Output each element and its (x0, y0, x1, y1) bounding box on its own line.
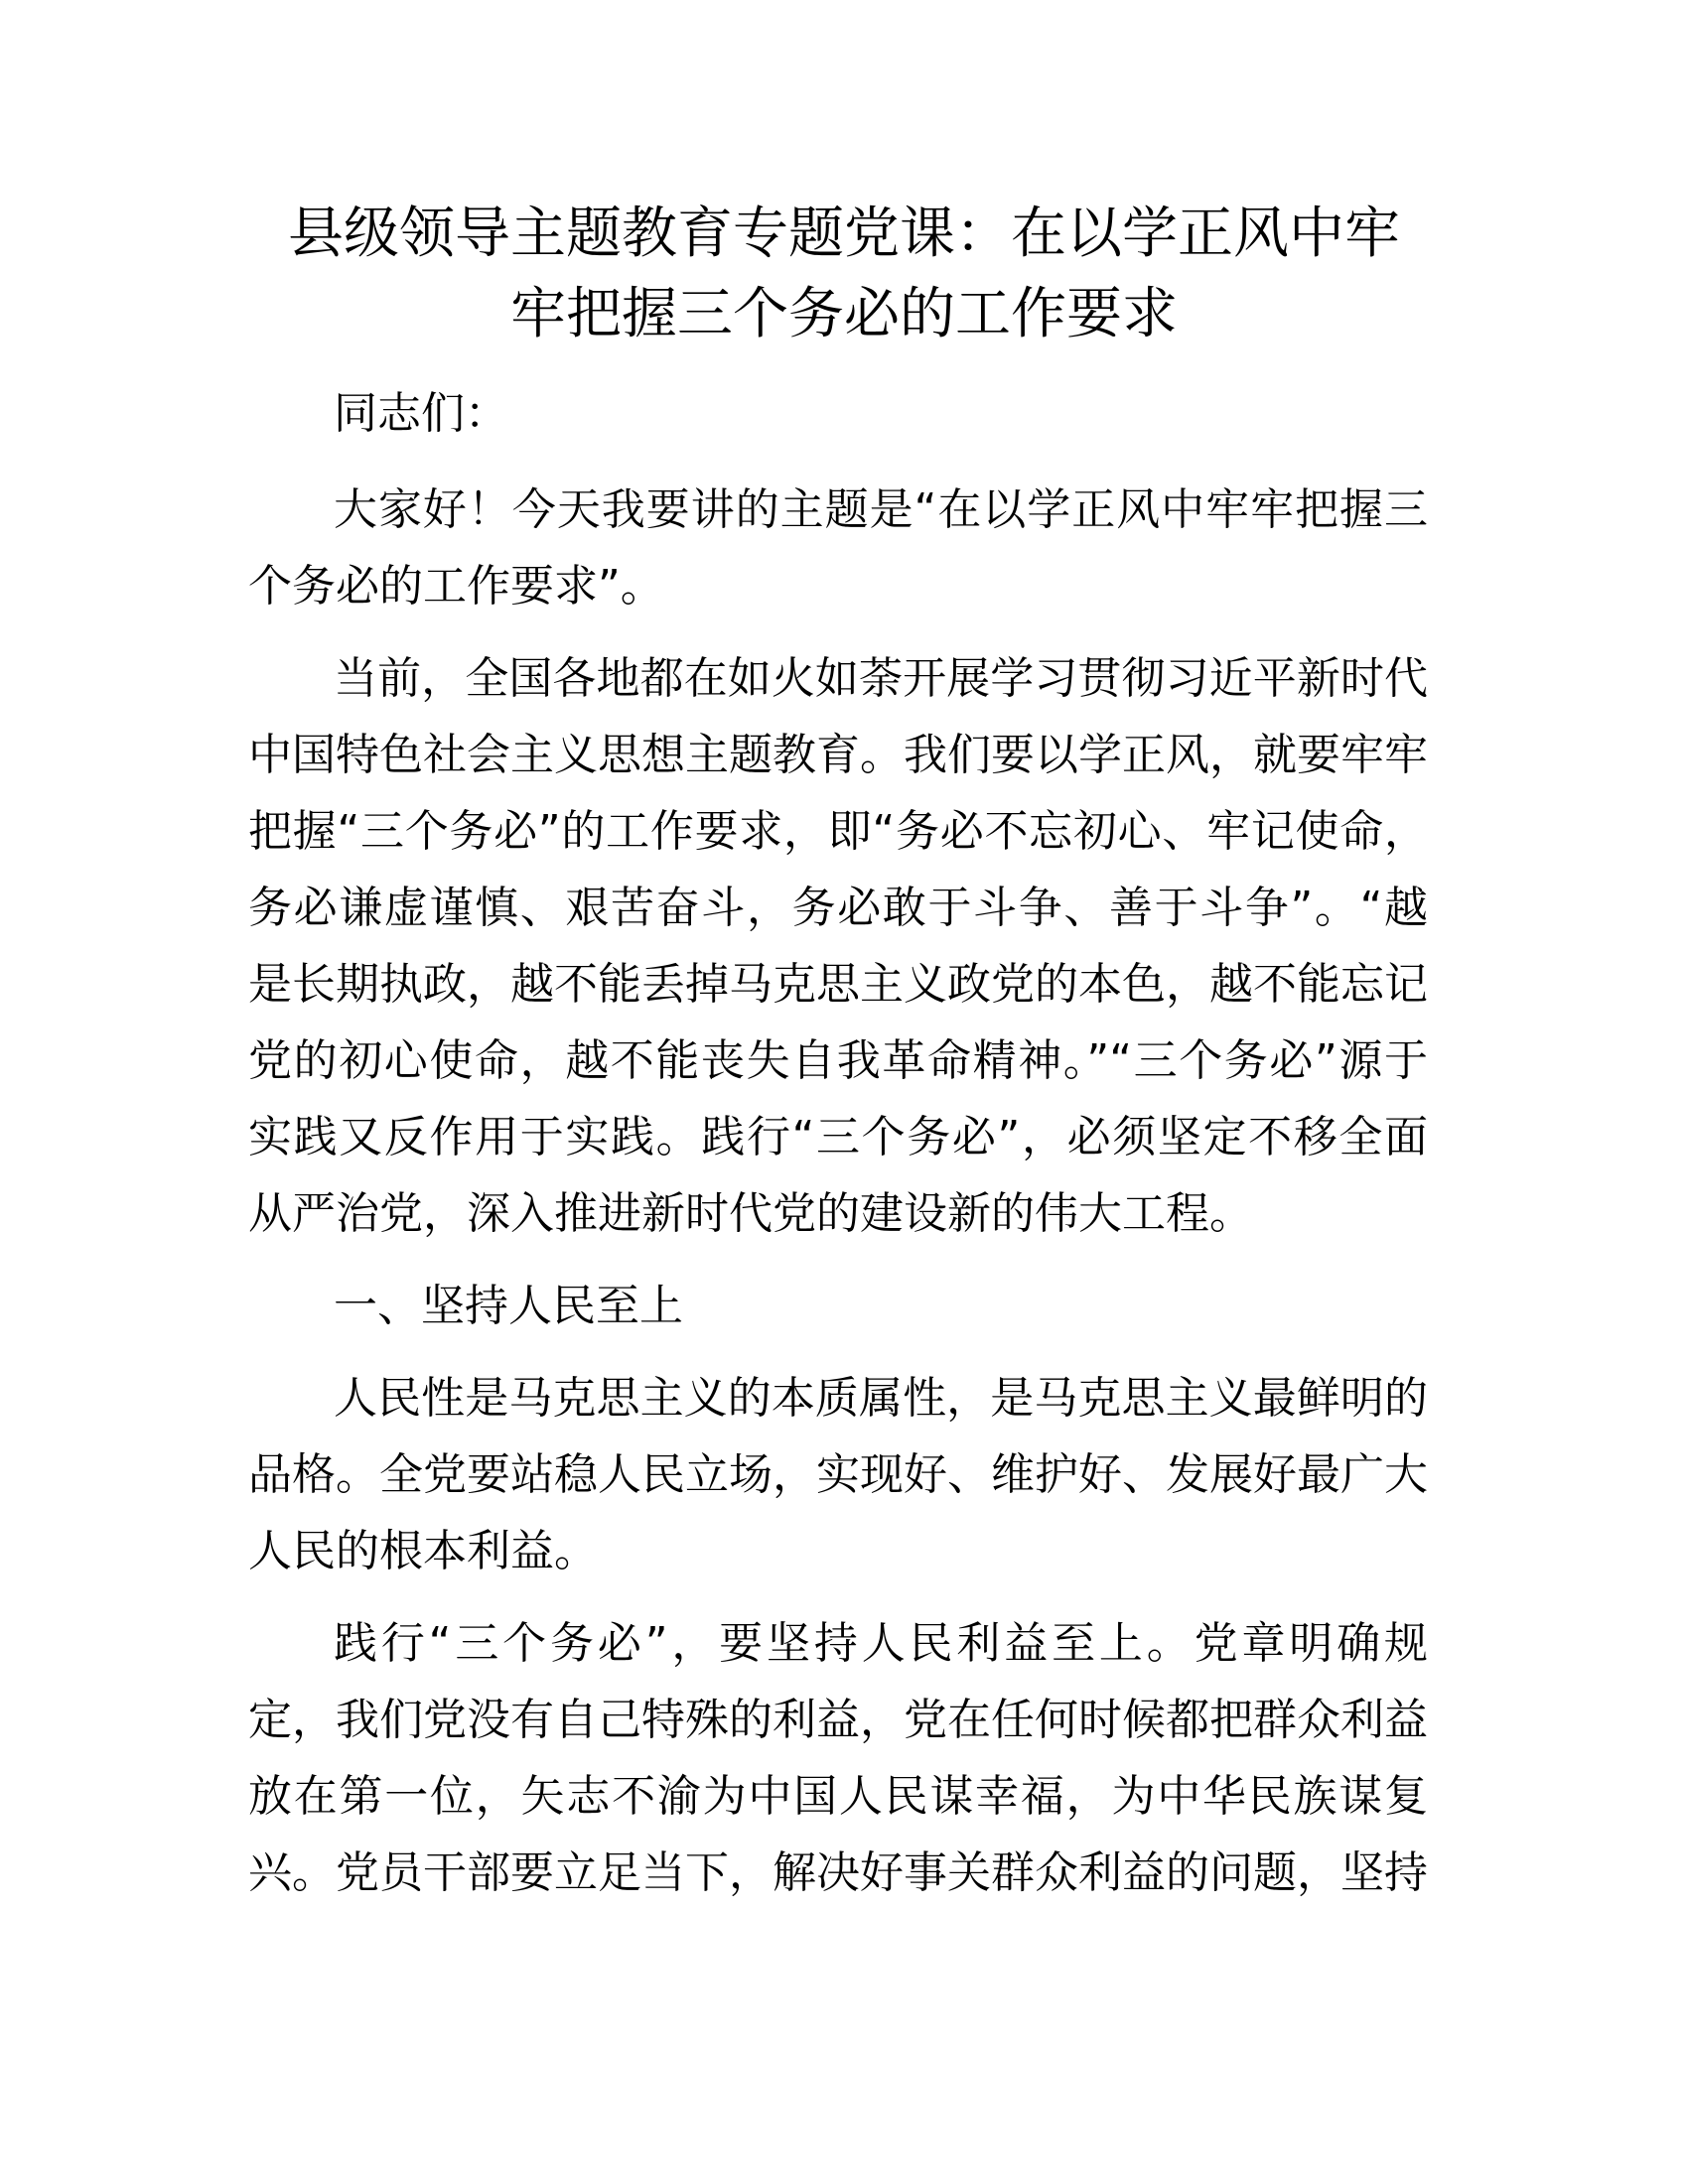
text-line: 同志们： (334, 388, 508, 439)
paragraph-intro (248, 640, 1428, 1252)
text-line: 定，我们党没有自己特殊的利益，党在任何时候都把群众利益 (248, 1695, 1428, 1745)
paragraph-greeting (248, 472, 1428, 624)
text-line: 从严治党，深入推进新时代党的建设新的伟大工程。 (248, 1188, 1253, 1239)
document-title (199, 194, 1489, 354)
paragraph-people (248, 1360, 1428, 1589)
text-line: 个务必的工作要求”。 (248, 561, 664, 612)
paragraph-practice (248, 1605, 1428, 1911)
text-line: 党的初心使命，越不能丧失自我革命精神。”“三个务必”源于 (248, 1035, 1428, 1086)
text-line: 兴。党员干部要立足当下，解决好事关群众利益的问题，坚持 (248, 1847, 1428, 1898)
title-line: 牢把握三个务必的工作要求 (510, 282, 1178, 346)
text-line: 人民的根本利益。 (248, 1526, 598, 1576)
text-line: 大家好！今天我要讲的主题是“在以学正风中牢牢把握三 (334, 484, 1428, 535)
title-line: 县级领导主题教育专题党课：在以学正风中牢 (288, 202, 1400, 266)
text-line: 品格。全党要站稳人民立场，实现好、维护好、发展好最广大 (248, 1449, 1428, 1500)
document-body (248, 375, 1428, 1927)
text-line: 中国特色社会主义思想主题教育。我们要以学正风，就要牢牢 (248, 730, 1428, 780)
section-heading (248, 1268, 1428, 1344)
text-line: 把握“三个务必”的工作要求，即“务必不忘初心、牢记使命， (248, 806, 1428, 857)
text-line: 一、坚持人民至上 (334, 1281, 683, 1331)
text-line: 务必谦虚谨慎、艰苦奋斗，务必敢于斗争、善于斗争”。“越 (248, 883, 1428, 933)
text-line: 践行“三个务必”，要坚持人民利益至上。党章明确规 (334, 1618, 1428, 1669)
text-line: 是长期执政，越不能丢掉马克思主义政党的本色，越不能忘记 (248, 959, 1428, 1010)
text-line: 放在第一位，矢志不渝为中国人民谋幸福，为中华民族谋复 (248, 1771, 1428, 1822)
text-line: 实践又反作用于实践。践行“三个务必”，必须坚定不移全面 (248, 1112, 1428, 1162)
text-line: 人民性是马克思主义的本质属性，是马克思主义最鲜明的 (334, 1373, 1428, 1424)
salutation (248, 375, 1428, 452)
text-line: 当前，全国各地都在如火如荼开展学习贯彻习近平新时代 (334, 653, 1428, 704)
